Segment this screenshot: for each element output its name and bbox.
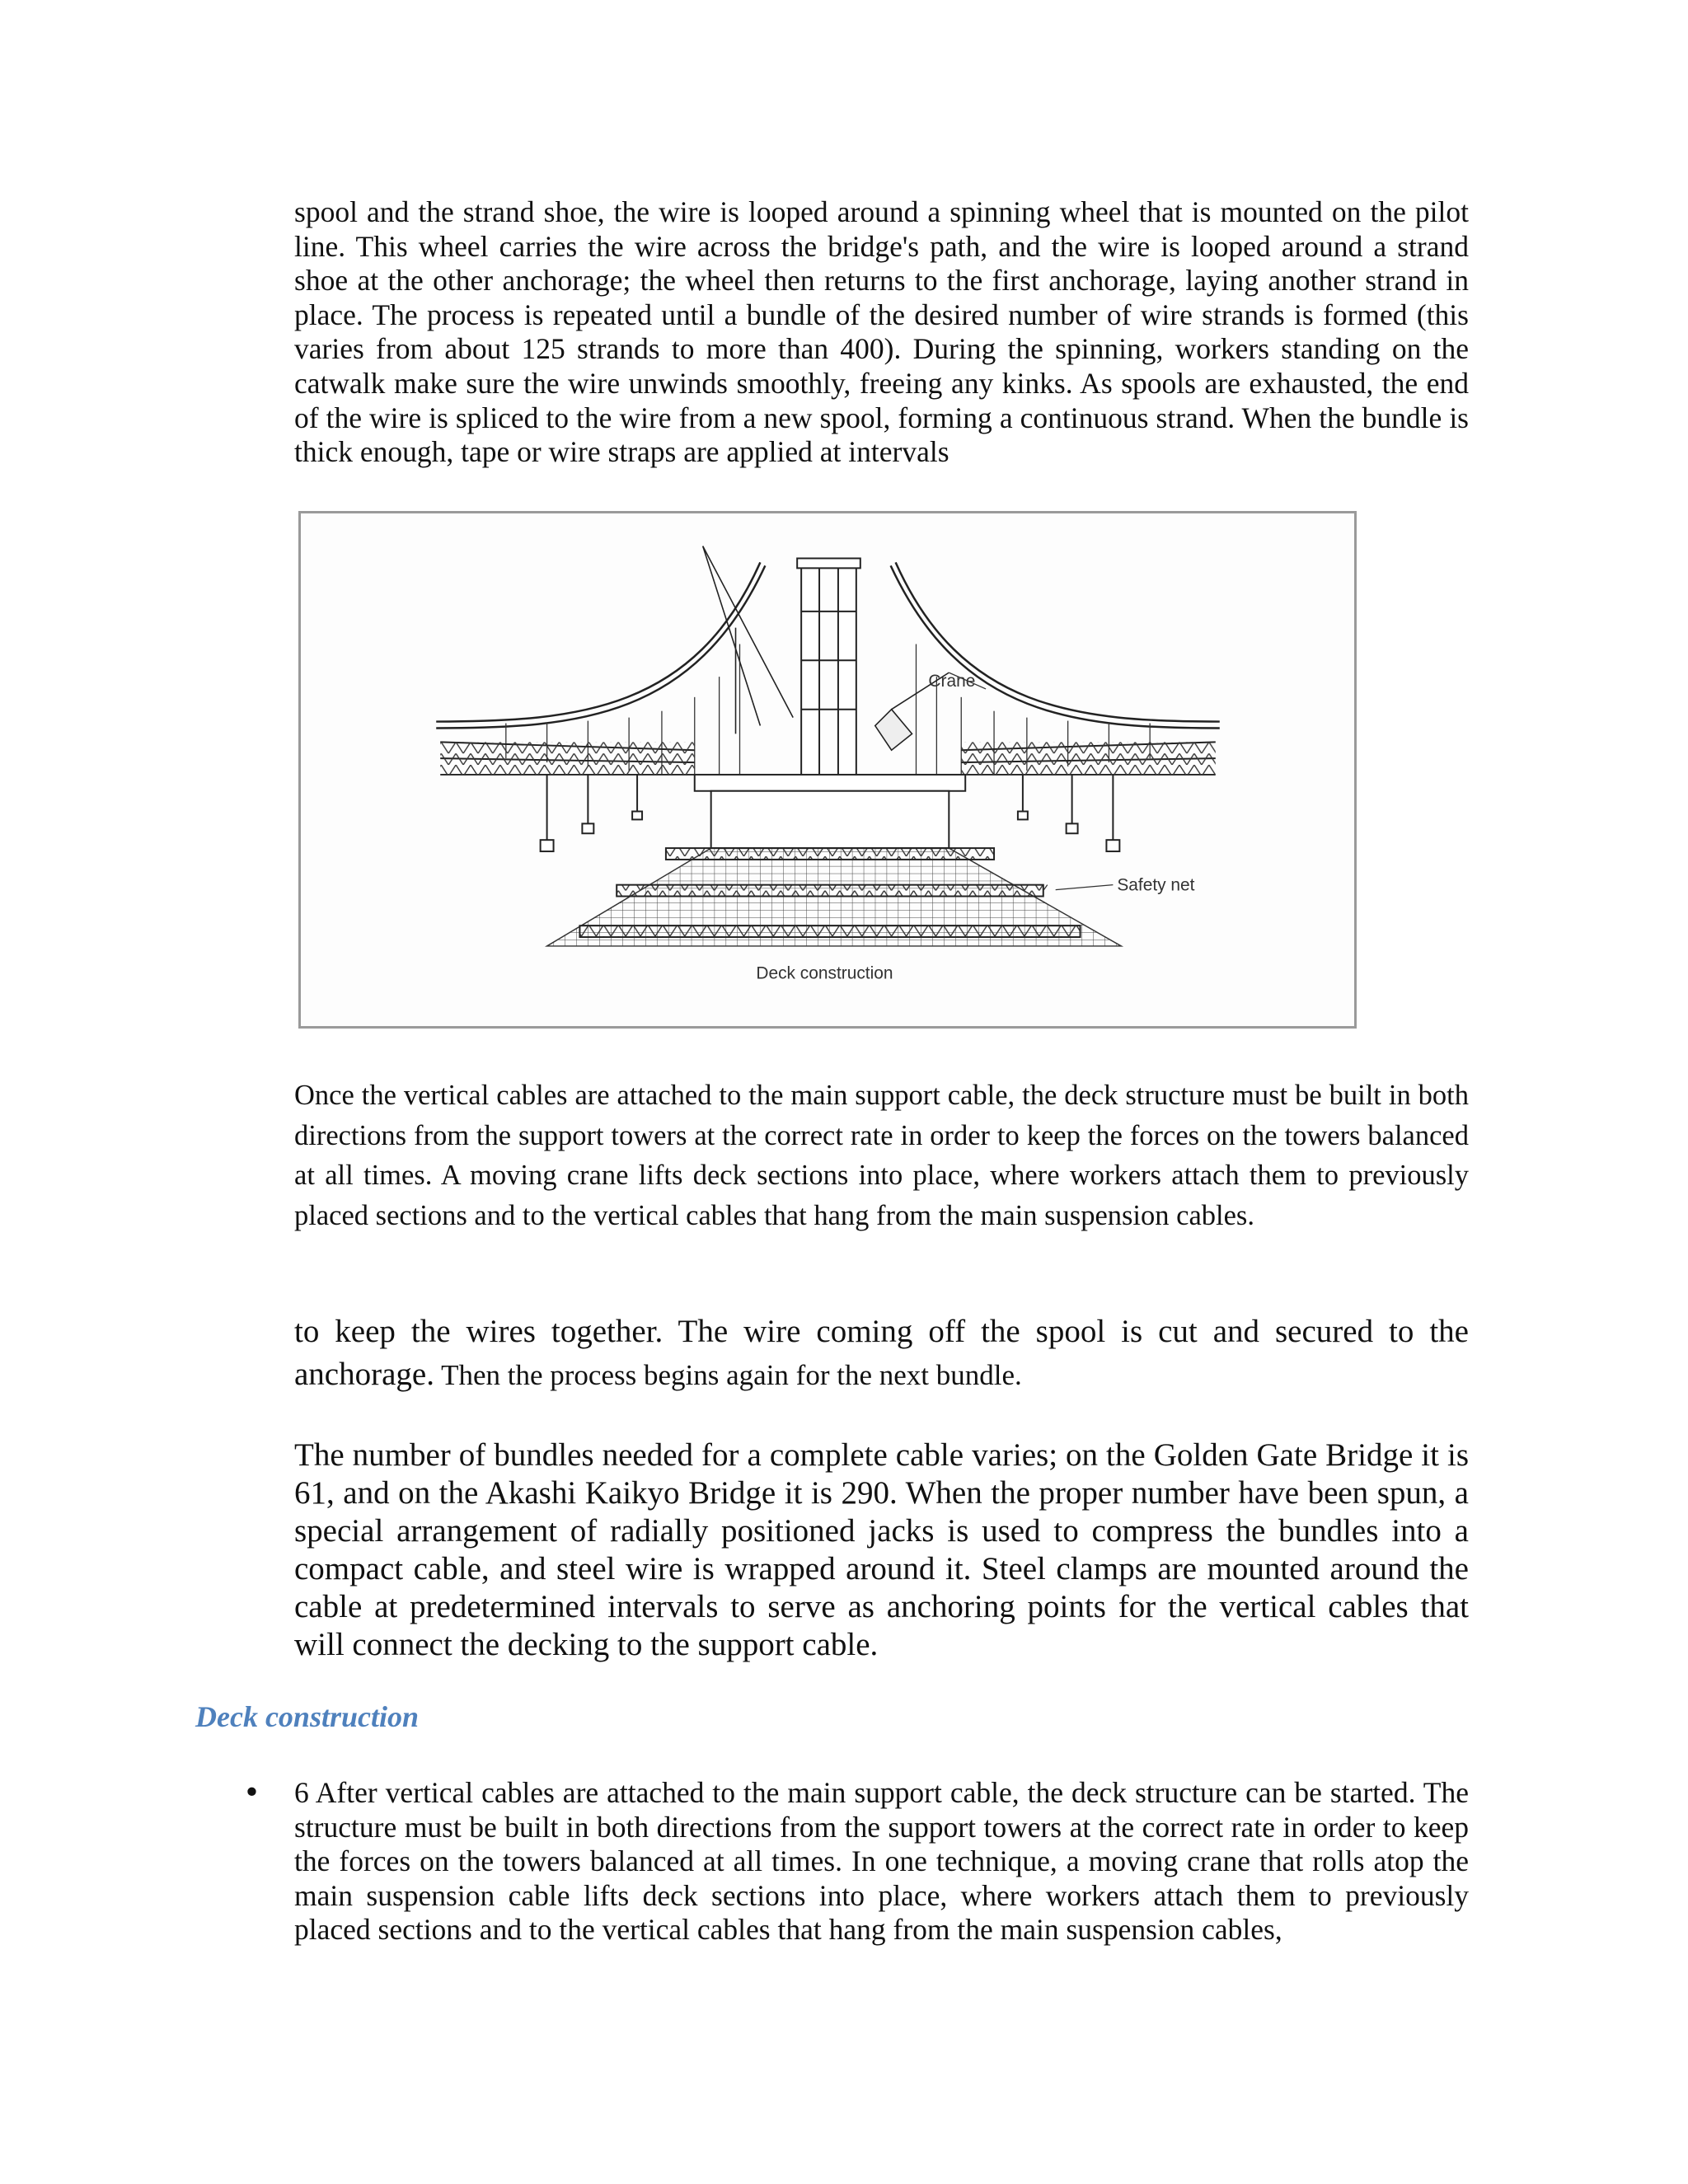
body-paragraph-bundles: The number of bundles needed for a complete cable varies; on the Golden Gate Bridge it is 61, and on the Akashi Kaikyo Bridge it is 290. When the proper number have been spun, a special arrangement of radially positioned jacks is used to compress the bundles into a compact cable, and steel wire is wrapped around it. Steel clamps are mounted around the cable at predetermined intervals to serve as anchoring points for the vertical cables that will connect the decking to the support cable. — [294, 1437, 1469, 1662]
label-deck-construction: Deck construction — [756, 963, 893, 983]
label-safety-net: Safety net — [1117, 875, 1195, 895]
catwalk-right — [961, 742, 1216, 775]
body-paragraph-spinning: spool and the strand shoe, the wire is looped around a spinning wheel that is mounted on the pilot line. This wheel carries the wire across the bridge's path, and the wire is looped around a strand shoe at the other anchorage; the wheel then returns to the first anchorage, laying another strand in place. The process is repeated until a bundle of the desired number of wire strands is formed (this varies from about 125 strands to more than 400). During the spinning, workers standing on the catwalk make sure the wire unwinds smoothly, freeing any kinks. As spools are exhausted, the end of the wire is spliced to the wire from a new spool, forming a continuous strand. When the bundle is thick enough, tape or wire straps are applied at intervals — [294, 195, 1469, 469]
main-cable-right — [891, 562, 1220, 728]
deck-platform — [695, 775, 965, 848]
illustration-svg — [301, 513, 1354, 1026]
bullet-item-step-6: 6 After vertical cables are attached to the main support cable, the deck structure can be started. The structure must be built in both directions from the support towers at the correct rate in order to keep the forces on the towers balanced at all times. In one technique, a moving crane that rolls atop the main suspension cable lifts deck sections into place, where workers attach them to previously placed sections and to the vertical cables that hang from the main suspension cables, — [294, 1776, 1469, 1947]
process-again-text: Then the process begins again for the next bundle. — [434, 1359, 1022, 1391]
keep-wires-text: to keep the wires together. The wire coming off the spool is cut and secured to the anchorage. — [294, 1314, 1469, 1392]
deck-construction-illustration — [298, 511, 1357, 1029]
label-crane: Crane — [928, 672, 976, 691]
catwalk-left — [440, 742, 695, 775]
body-paragraph-keep-wires — [294, 1310, 1469, 1397]
caption-paragraph-vertical-cables: Once the vertical cables are attached to the main support cable, the deck structure must be built in both directions from the support towers at the correct rate in order to keep the forces on the towers balanced at all times. A moving crane lifts deck sections into place, where workers attach them to previously placed sections and to the vertical cables that hang from the main suspension cables. — [294, 1080, 1469, 1231]
section-heading-deck-construction: Deck construction — [195, 1700, 420, 1733]
bridge-tower — [797, 558, 860, 799]
bullet-marker: • — [243, 1776, 260, 1810]
